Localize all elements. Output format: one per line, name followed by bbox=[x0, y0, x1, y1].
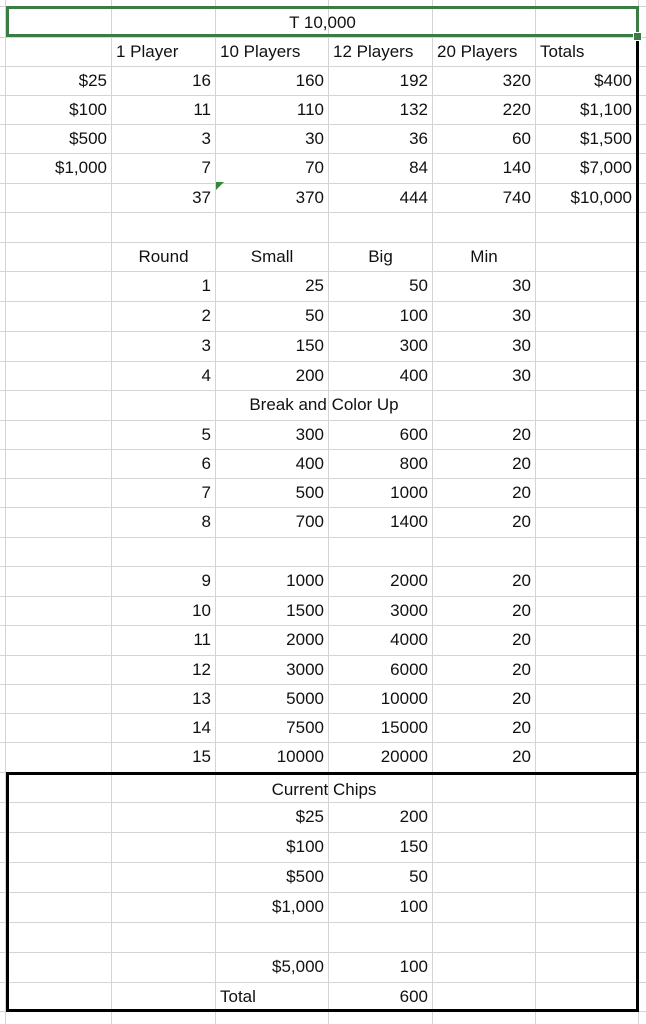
blinds-cell[interactable]: 13 bbox=[192, 689, 211, 708]
blinds-cell[interactable]: 400 bbox=[295, 454, 324, 473]
blinds-cell[interactable]: 15 bbox=[192, 747, 211, 766]
chip-count-cell[interactable]: 60 bbox=[512, 129, 531, 148]
chip-count-cell[interactable]: 444 bbox=[399, 188, 428, 207]
blinds-header[interactable]: Min bbox=[470, 247, 498, 266]
chip-denomination[interactable]: $1,000 bbox=[55, 158, 107, 177]
chip-count-cell[interactable]: 50 bbox=[409, 867, 428, 886]
blinds-cell[interactable]: 600 bbox=[399, 425, 428, 444]
break-label[interactable]: Break and Color Up bbox=[249, 395, 399, 414]
chip-count-cell[interactable]: 370 bbox=[295, 188, 324, 207]
blinds-cell[interactable]: 3000 bbox=[390, 601, 428, 620]
blinds-cell[interactable]: 20 bbox=[512, 630, 531, 649]
column-header[interactable]: Totals bbox=[540, 42, 585, 61]
chip-count-cell[interactable]: 37 bbox=[192, 188, 211, 207]
blinds-cell[interactable]: 30 bbox=[512, 306, 531, 325]
blinds-cell[interactable]: 14 bbox=[192, 718, 211, 737]
blinds-cell[interactable]: 5000 bbox=[286, 689, 324, 708]
blinds-header[interactable]: Round bbox=[138, 247, 189, 266]
blinds-cell[interactable]: 2 bbox=[201, 306, 211, 325]
chip-denomination[interactable]: $500 bbox=[69, 129, 107, 148]
chip-count-cell[interactable]: $1,100 bbox=[580, 100, 632, 119]
blinds-cell[interactable]: 10000 bbox=[276, 747, 324, 766]
blinds-cell[interactable]: 1500 bbox=[286, 601, 324, 620]
gridline bbox=[0, 537, 646, 538]
blinds-header[interactable]: Big bbox=[368, 247, 393, 266]
blinds-cell[interactable]: 8 bbox=[201, 512, 211, 531]
blinds-cell[interactable]: 50 bbox=[305, 306, 324, 325]
chip-count-cell[interactable]: 11 bbox=[193, 100, 211, 119]
blinds-cell[interactable]: 30 bbox=[512, 276, 531, 295]
blinds-cell[interactable]: 500 bbox=[295, 483, 324, 502]
chip-denomination[interactable]: $100 bbox=[286, 837, 324, 856]
blinds-cell[interactable]: 6 bbox=[201, 454, 211, 473]
blinds-cell[interactable]: 20 bbox=[512, 747, 531, 766]
blinds-cell[interactable]: 30 bbox=[512, 336, 531, 355]
blinds-cell[interactable]: 12 bbox=[192, 660, 211, 679]
column-header[interactable]: 10 Players bbox=[220, 42, 301, 61]
blinds-cell[interactable]: 30 bbox=[512, 366, 531, 385]
chip-count-cell[interactable]: 200 bbox=[399, 807, 428, 826]
chip-count-cell[interactable]: 3 bbox=[201, 129, 211, 148]
total-value[interactable]: 600 bbox=[399, 987, 428, 1006]
column-header[interactable]: 20 Players bbox=[437, 42, 518, 61]
chip-count-cell[interactable]: $7,000 bbox=[580, 158, 632, 177]
blinds-cell[interactable]: 4000 bbox=[390, 630, 428, 649]
blinds-cell[interactable]: 1 bbox=[201, 276, 211, 295]
chip-denomination[interactable]: $25 bbox=[295, 807, 324, 826]
blinds-cell[interactable]: 2000 bbox=[286, 630, 324, 649]
chip-count-cell[interactable]: 7 bbox=[201, 158, 211, 177]
right-border bbox=[636, 37, 639, 1012]
chip-count-cell[interactable]: 100 bbox=[399, 957, 428, 976]
blinds-cell[interactable]: 11 bbox=[193, 630, 211, 649]
blinds-cell[interactable]: 400 bbox=[399, 366, 428, 385]
column-header[interactable]: 1 Player bbox=[116, 42, 179, 61]
blinds-cell[interactable]: 20 bbox=[512, 689, 531, 708]
blinds-cell[interactable]: 20 bbox=[512, 601, 531, 620]
chip-count-cell[interactable]: 220 bbox=[502, 100, 531, 119]
blinds-cell[interactable]: 2000 bbox=[390, 571, 428, 590]
blinds-cell[interactable]: 1000 bbox=[390, 483, 428, 502]
chip-denomination[interactable]: $1,000 bbox=[272, 897, 324, 916]
chip-count-cell[interactable]: 740 bbox=[502, 188, 531, 207]
blinds-cell[interactable]: 300 bbox=[399, 336, 428, 355]
chip-count-cell[interactable]: 30 bbox=[305, 129, 324, 148]
chip-denomination[interactable]: $100 bbox=[69, 100, 107, 119]
blinds-cell[interactable]: 7500 bbox=[286, 718, 324, 737]
chip-denomination[interactable]: $25 bbox=[78, 71, 107, 90]
blinds-cell[interactable]: 10 bbox=[192, 601, 211, 620]
chip-count-cell[interactable]: 150 bbox=[399, 837, 428, 856]
chip-count-cell[interactable]: 16 bbox=[192, 71, 211, 90]
gridline bbox=[0, 922, 646, 923]
total-label[interactable]: Total bbox=[220, 987, 256, 1006]
left-border bbox=[6, 772, 9, 1012]
blinds-cell[interactable]: 9 bbox=[201, 571, 211, 590]
gridline bbox=[0, 212, 646, 213]
blinds-cell[interactable]: 20000 bbox=[380, 747, 428, 766]
blinds-cell[interactable]: 6000 bbox=[390, 660, 428, 679]
chip-denomination[interactable] bbox=[6, 183, 111, 212]
blinds-cell[interactable]: 4 bbox=[201, 366, 211, 385]
blinds-cell[interactable]: 15000 bbox=[380, 718, 428, 737]
blinds-cell[interactable]: 5 bbox=[201, 425, 211, 444]
blinds-header[interactable]: Small bbox=[250, 247, 294, 266]
blinds-cell[interactable]: 700 bbox=[295, 512, 324, 531]
chip-count-cell[interactable]: 140 bbox=[502, 158, 531, 177]
blinds-cell[interactable]: 3 bbox=[201, 336, 211, 355]
chip-count-cell[interactable]: 100 bbox=[399, 897, 428, 916]
chip-count-cell[interactable]: 320 bbox=[502, 71, 531, 90]
blinds-cell[interactable]: 100 bbox=[399, 306, 428, 325]
column-header[interactable]: 12 Players bbox=[333, 42, 414, 61]
chip-count-cell[interactable]: 36 bbox=[409, 129, 428, 148]
chip-denomination[interactable]: $500 bbox=[286, 867, 324, 886]
blinds-cell[interactable]: 1400 bbox=[390, 512, 428, 531]
chip-count-cell[interactable]: $1,500 bbox=[580, 129, 632, 148]
blinds-cell[interactable]: 50 bbox=[409, 276, 428, 295]
chip-count-cell[interactable]: 110 bbox=[296, 100, 324, 119]
blinds-cell[interactable]: 20 bbox=[512, 512, 531, 531]
blinds-cell[interactable]: 20 bbox=[512, 483, 531, 502]
blinds-cell[interactable]: 20 bbox=[512, 660, 531, 679]
blinds-cell[interactable]: 200 bbox=[295, 366, 324, 385]
chip-count-cell[interactable]: 70 bbox=[305, 158, 324, 177]
blinds-cell[interactable]: 7 bbox=[201, 483, 211, 502]
sheet-title[interactable]: T 10,000 bbox=[289, 13, 356, 32]
blinds-cell[interactable]: 3000 bbox=[286, 660, 324, 679]
current-chips-title[interactable]: Current Chips bbox=[271, 780, 377, 799]
blinds-cell[interactable]: 10000 bbox=[380, 689, 428, 708]
chip-count-cell[interactable]: $400 bbox=[594, 71, 632, 90]
blinds-cell[interactable]: 25 bbox=[305, 276, 324, 295]
chip-count-cell[interactable]: 192 bbox=[399, 71, 428, 90]
chip-denomination[interactable]: $5,000 bbox=[272, 957, 324, 976]
chip-count-cell[interactable]: 132 bbox=[399, 100, 428, 119]
blinds-cell[interactable]: 20 bbox=[512, 454, 531, 473]
blinds-cell[interactable]: 20 bbox=[512, 718, 531, 737]
blinds-cell[interactable]: 300 bbox=[295, 425, 324, 444]
blinds-cell[interactable]: 20 bbox=[512, 425, 531, 444]
blinds-cell[interactable]: 20 bbox=[512, 571, 531, 590]
blinds-cell[interactable]: 800 bbox=[399, 454, 428, 473]
chip-count-cell[interactable]: 160 bbox=[295, 71, 324, 90]
blinds-cell[interactable]: 1000 bbox=[286, 571, 324, 590]
chip-count-cell[interactable]: 84 bbox=[409, 158, 428, 177]
blinds-cell[interactable]: 150 bbox=[295, 336, 324, 355]
chip-count-cell[interactable]: $10,000 bbox=[570, 188, 632, 207]
